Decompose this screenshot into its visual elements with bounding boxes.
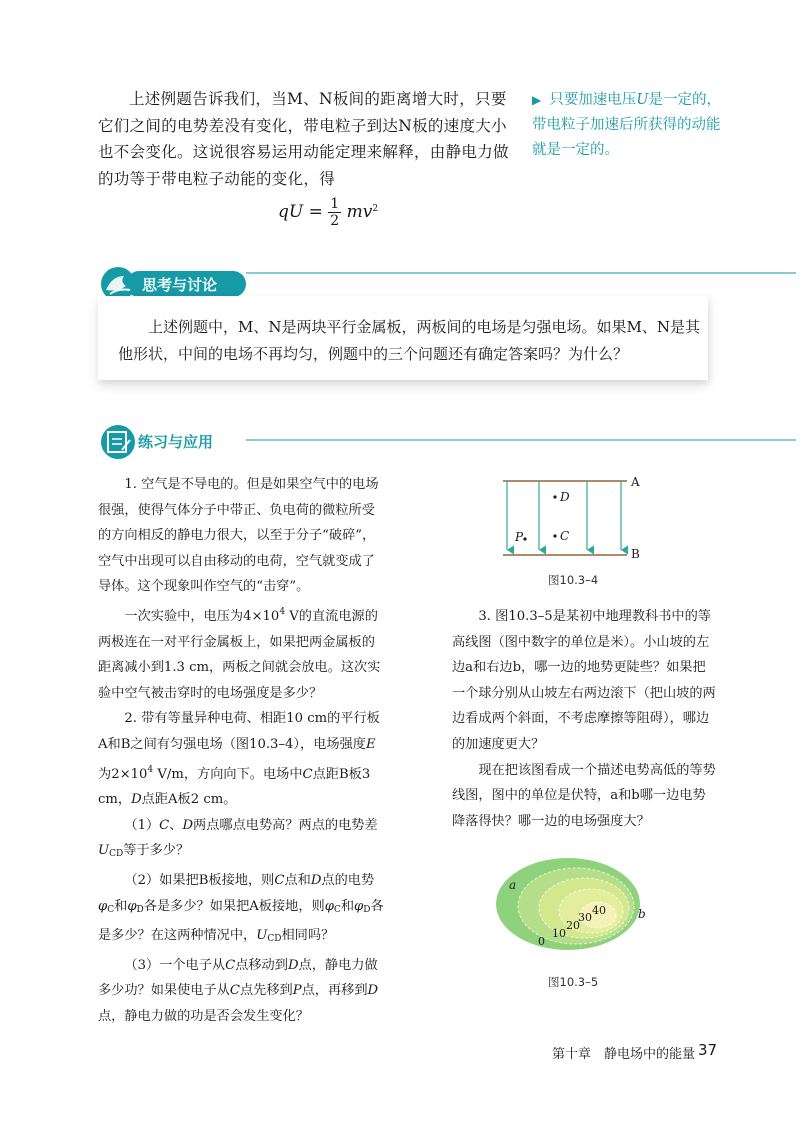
formula-exponent: 2 — [372, 204, 379, 214]
q2-3-text-b: 点移动到 — [235, 957, 288, 973]
question-3-paragraph-2: 现在把该图看成一个描述电势高低的等势线图，图中的单位是伏特，a和b哪一边电势降落得快？哪一边的电场强度大？ — [452, 762, 716, 829]
q2-1-text-d: 等于多少？ — [123, 843, 190, 859]
triangle-bullet-icon: ▶ — [532, 93, 542, 107]
formula-equals: = — [308, 202, 323, 222]
question-3-paragraph-1: 3. 图10.3–5是某初中地理教科书中的等高线图（图中数字的单位是米）。小山坡的左边a和右边b，哪一边的地势更陡些？如果把一个球分别从山坡左右两边滚下（把山坡的两边看成两个斜面，不考虑摩擦等阻碍），哪边的加速度更大？ — [452, 609, 716, 752]
q2-text-a: 2. 带有等量异种电荷、相距10 cm的平行板A和B之间有匀强电场（图10.3–4），电场强度 — [98, 711, 380, 752]
q2-2-sub-u: CD — [267, 934, 282, 945]
q2-3-var-p: P — [292, 983, 302, 999]
q2-2-phi-d: φ — [127, 898, 137, 914]
q1-voltage-unit: V — [285, 608, 299, 624]
contour-label-20: 20 — [566, 919, 580, 932]
question-2-part-1 — [98, 813, 385, 868]
side-note — [532, 88, 722, 163]
formula-fraction — [328, 196, 341, 229]
question-2-part-2 — [98, 868, 385, 953]
q2-1-text-b: 、 — [169, 817, 183, 833]
q2-2-phi-c: φ — [98, 898, 108, 914]
formula-rhs: mv — [346, 202, 373, 222]
fig4-label-b: B — [631, 547, 640, 561]
think-discuss-text: 上述例题中，M、N是两块平行金属板，两板间的电场是匀强电场。如果M、N是其他形状，中间的电场不再均匀，例题中的三个问题还有确定答案吗？为什么？ — [118, 318, 700, 363]
intro-paragraph: 上述例题告诉我们，当M、N板间的距离增大时，只要它们之间的电势差没有变化，带电粒子到达N板的速度大小也不会变化。这说很容易运用动能定理来解释，由静电力做的功等于带电粒子动能的变化，得 — [98, 90, 509, 188]
q2-field-exponent: 4 — [147, 764, 154, 775]
q1-text-b: 的直流电源的两极连在一对平行金属板上，如果把两金属板的距离减小到1.3 cm，两板之间就会放电。这次实验中空气被击穿时的电场强度是多少？ — [98, 608, 381, 701]
side-note-text-1: 只要加速电压 — [549, 92, 637, 108]
question-2-part-3 — [98, 953, 385, 1030]
q2-3-text-a: （3）一个电子从 — [124, 957, 226, 973]
q2-field-number: 2×10 — [111, 766, 148, 782]
fig5-caption: 图10.3–5 — [548, 975, 599, 989]
figure-10-3-5 — [492, 856, 652, 956]
point-p-dot — [523, 537, 526, 540]
side-note-text-2: 是一定的，带电粒子加速后所获得的动能就是一定的。 — [532, 92, 721, 158]
question-2-paragraph — [98, 706, 385, 812]
fig5-label-b: b — [638, 907, 646, 921]
question-1-paragraph-2 — [98, 600, 385, 706]
fig4-label-c: C — [560, 529, 570, 543]
q1-voltage-exponent: 4 — [279, 606, 286, 617]
q2-text-b: 为 — [98, 766, 112, 782]
q2-3-var-c: C — [225, 957, 236, 973]
q2-2-text-d: 和 — [114, 898, 128, 914]
q2-2-var-c: C — [274, 872, 285, 888]
fig4-label-d: D — [560, 490, 570, 504]
formula-numerator: 1 — [330, 196, 340, 212]
page-number: 37 — [698, 1041, 718, 1059]
side-note-var: U — [636, 92, 649, 108]
formula-lhs: qU — [278, 202, 304, 222]
q2-2-sub-c: C — [107, 904, 115, 915]
fig5-label-a: a — [509, 878, 517, 892]
q2-var-d: D — [131, 792, 142, 808]
q2-1-var-d: D — [182, 817, 194, 833]
q1-text-a: 一次实验中，电压为 — [124, 608, 244, 624]
q2-2-text-a: （2）如果把B板接地，则 — [124, 872, 275, 888]
q2-2-sub-d: D — [136, 904, 144, 915]
q2-1-var-c: C — [159, 817, 170, 833]
q2-3-var-d2: D — [367, 983, 379, 999]
q2-3-text-f: 点，静电力做的功是否会发生变化？ — [98, 1008, 309, 1024]
q1-voltage-number: 4×10 — [243, 608, 280, 624]
q2-2-sub-c2: C — [333, 904, 341, 915]
q2-1-text-a: （1） — [124, 817, 160, 833]
q2-3-text-e: 点，再移到 — [301, 983, 368, 999]
q2-2-text-h: 相同吗？ — [281, 928, 335, 944]
exercise-title: 练习与应用 — [138, 433, 214, 451]
q2-text-e: 点距A板2 cm。 — [141, 792, 237, 808]
q2-2-var-d: D — [310, 872, 322, 888]
contour-label-40: 40 — [592, 904, 606, 917]
q2-2-phi-c2: φ — [324, 898, 334, 914]
q2-2-text-g: 各是多少？在这两种情况中， — [98, 898, 384, 944]
q2-2-phi-d2: φ — [354, 898, 364, 914]
chapter-footer: 第十章 静电场中的能量 — [552, 1047, 696, 1062]
fig4-label-a: A — [631, 475, 640, 489]
q2-3-var-d: D — [287, 957, 299, 973]
q2-1-var-u: U — [98, 843, 110, 859]
q2-1-sub-cd: CD — [109, 849, 124, 860]
contour-label-10: 10 — [552, 927, 566, 940]
fig4-label-p: P — [515, 530, 524, 544]
q2-3-text-c: 点，静电力做多少功？如果使电子从 — [98, 957, 378, 999]
formula-denominator: 2 — [330, 213, 340, 229]
q2-2-text-e: 各是多少？如果把A板接地，则 — [143, 898, 325, 914]
kinetic-energy-formula — [278, 196, 378, 229]
contour-label-30: 30 — [578, 911, 592, 924]
think-discuss-title: 思考与讨论 — [142, 276, 218, 294]
question-1-paragraph-1: 1. 空气是不导电的。但是如果空气中的电场很强，使得气体分子中带正、负电荷的微粒所受的方向相反的静电力很大，以至于分子“破碎”，空气中出现可以自由移动的电荷，空气就变成了导体。这个现象叫作空气的“击穿”。 — [98, 477, 379, 595]
contour-label-0: 0 — [538, 935, 545, 948]
q2-var-c: C — [302, 766, 313, 782]
q2-2-text-f: 和 — [340, 898, 355, 914]
q2-2-var-u: U — [256, 928, 268, 944]
exercise-right-column — [452, 604, 716, 834]
q2-2-text-b: 点和 — [284, 872, 311, 888]
point-d-dot — [553, 495, 556, 498]
fig4-caption: 图10.3–4 — [548, 573, 599, 587]
q2-3-text-d: 点先移到 — [239, 983, 293, 999]
exercise-left-column — [98, 472, 385, 1029]
q2-text-d: 点距B板3 cm， — [98, 766, 371, 808]
q2-text-c: ，方向向下。电场中 — [183, 766, 303, 782]
q2-3-var-c2: C — [229, 983, 240, 999]
q2-1-text-c: 两点哪点电势高？两点的电势差 — [193, 817, 378, 833]
q2-2-text-c: 点的电势 — [321, 872, 375, 888]
q2-field-unit: V/m — [153, 766, 184, 782]
q2-var-e: E — [365, 736, 376, 752]
point-c-dot — [553, 534, 556, 537]
q2-2-sub-d2: D — [363, 904, 371, 915]
